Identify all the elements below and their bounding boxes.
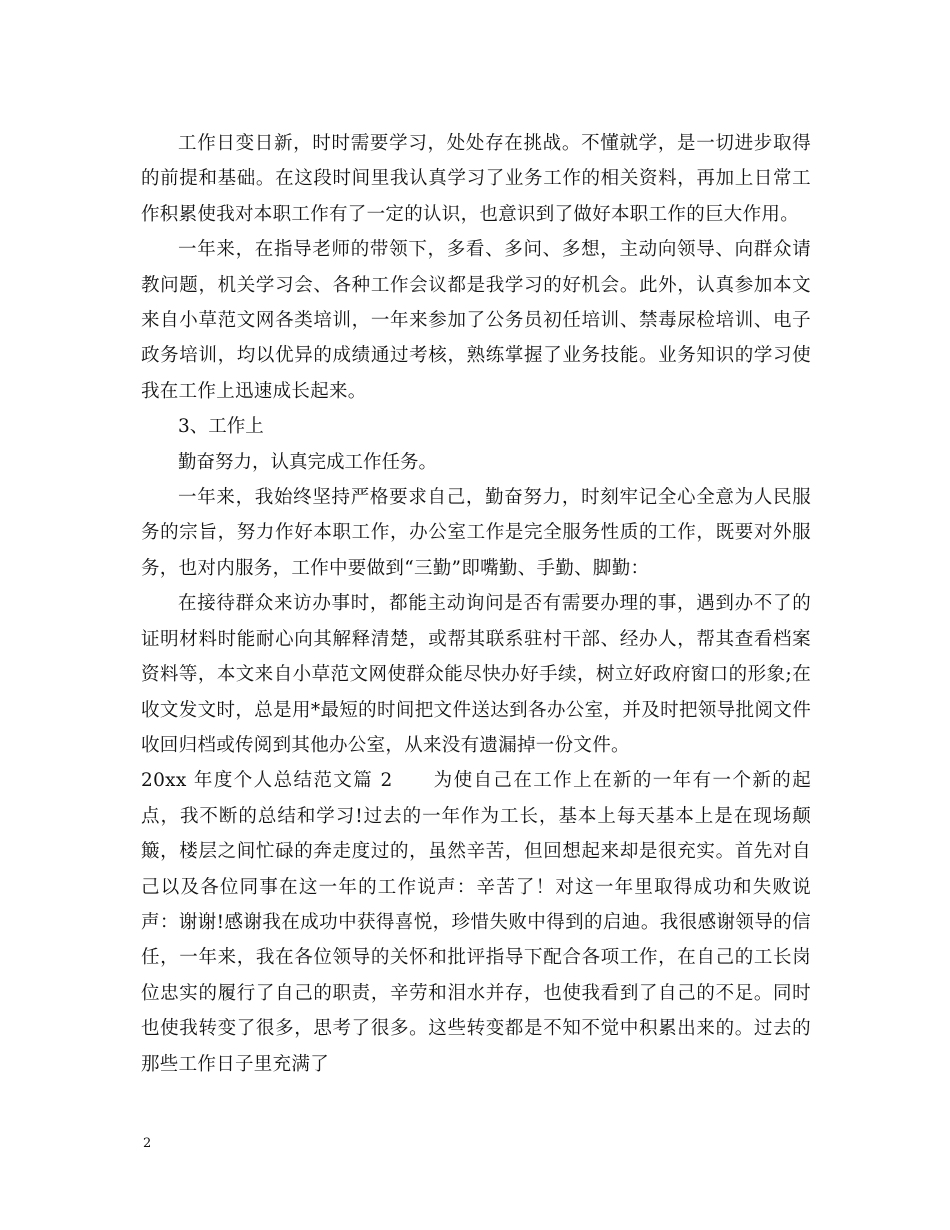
document-body	[141, 126, 811, 1082]
paragraph-training: 一年来，在指导老师的带领下，多看、多问、多想，主动向领导、向群众请教问题，机关学习会、各种工作会议都是我学习的好机会。此外，认真参加本文来自小草范文网各类培训，一年来参加了公务员初任培训、禁毒尿检培训、电子政务培训，均以优异的成绩通过考核，熟练掌握了业务技能。业务知识的学习使我在工作上迅速成长起来。	[141, 239, 811, 402]
paragraph-diligence: 一年来，我始终坚持严格要求自己，勤奋努力，时刻牢记全心全意为人民服务的宗旨，努力作好本职工作，办公室工作是完全服务性质的工作，既要对外服务，也对内服务，工作中要做到“三勤”即嘴勤、手勤、脚勤：	[141, 487, 811, 579]
section-subheading: 勤奋努力，认真完成工作任务。	[178, 451, 438, 473]
article-body: 为使自己在工作上在新的一年有一个新的起点，我不断的总结和学习!过去的一年作为工长，基本上每天基本上是在现场颠簸，楼层之间忙碌的奔走度过的，虽然辛苦，但回想起来却是很充实。首先对自己以及各位同事在这一年的工作说声：辛苦了！对这一年里取得成功和失败说声：谢谢!感谢我在成功中获得喜悦，珍惜失败中得到的启迪。我很感谢领导的信任，一年来，我在各位领导的关怀和批评指导下配合各项工作，在自己的工长岗位忠实的履行了自己的职责，辛劳和泪水并存，也使我看到了自己的不足。同时也使我转变了很多，思考了很多。这些转变都是不知不觉中积累出来的。过去的那些工作日子里充满了	[141, 770, 811, 1075]
page-number: 2	[143, 1136, 152, 1151]
paragraph-learning: 工作日变日新，时时需要学习，处处存在挑战。不懂就学，是一切进步取得的前提和基础。在这段时间里我认真学习了业务工作的相关资料，再加上日常工作积累使我对本职工作有了一定的认识，也意识到了做好本职工作的巨大作用。	[141, 133, 811, 225]
article-section	[141, 763, 811, 1082]
section-heading: 3、工作上	[178, 416, 264, 438]
article-title: 20xx 年度个人总结范文篇 2	[141, 770, 393, 792]
paragraph-reception: 在接待群众来访办事时，都能主动询问是否有需要办理的事，遇到办不了的证明材料时能耐心向其解释清楚，或帮其联系驻村干部、经办人，帮其查看档案资料等，本文来自小草范文网使群众能尽快办好手续，树立好政府窗口的形象;在收文发文时，总是用*最短的时间把文件送达到各办公室，并及时把领导批阅文件收回归档或传阅到其他办公室，从来没有遗漏掉一份文件。	[141, 593, 811, 756]
